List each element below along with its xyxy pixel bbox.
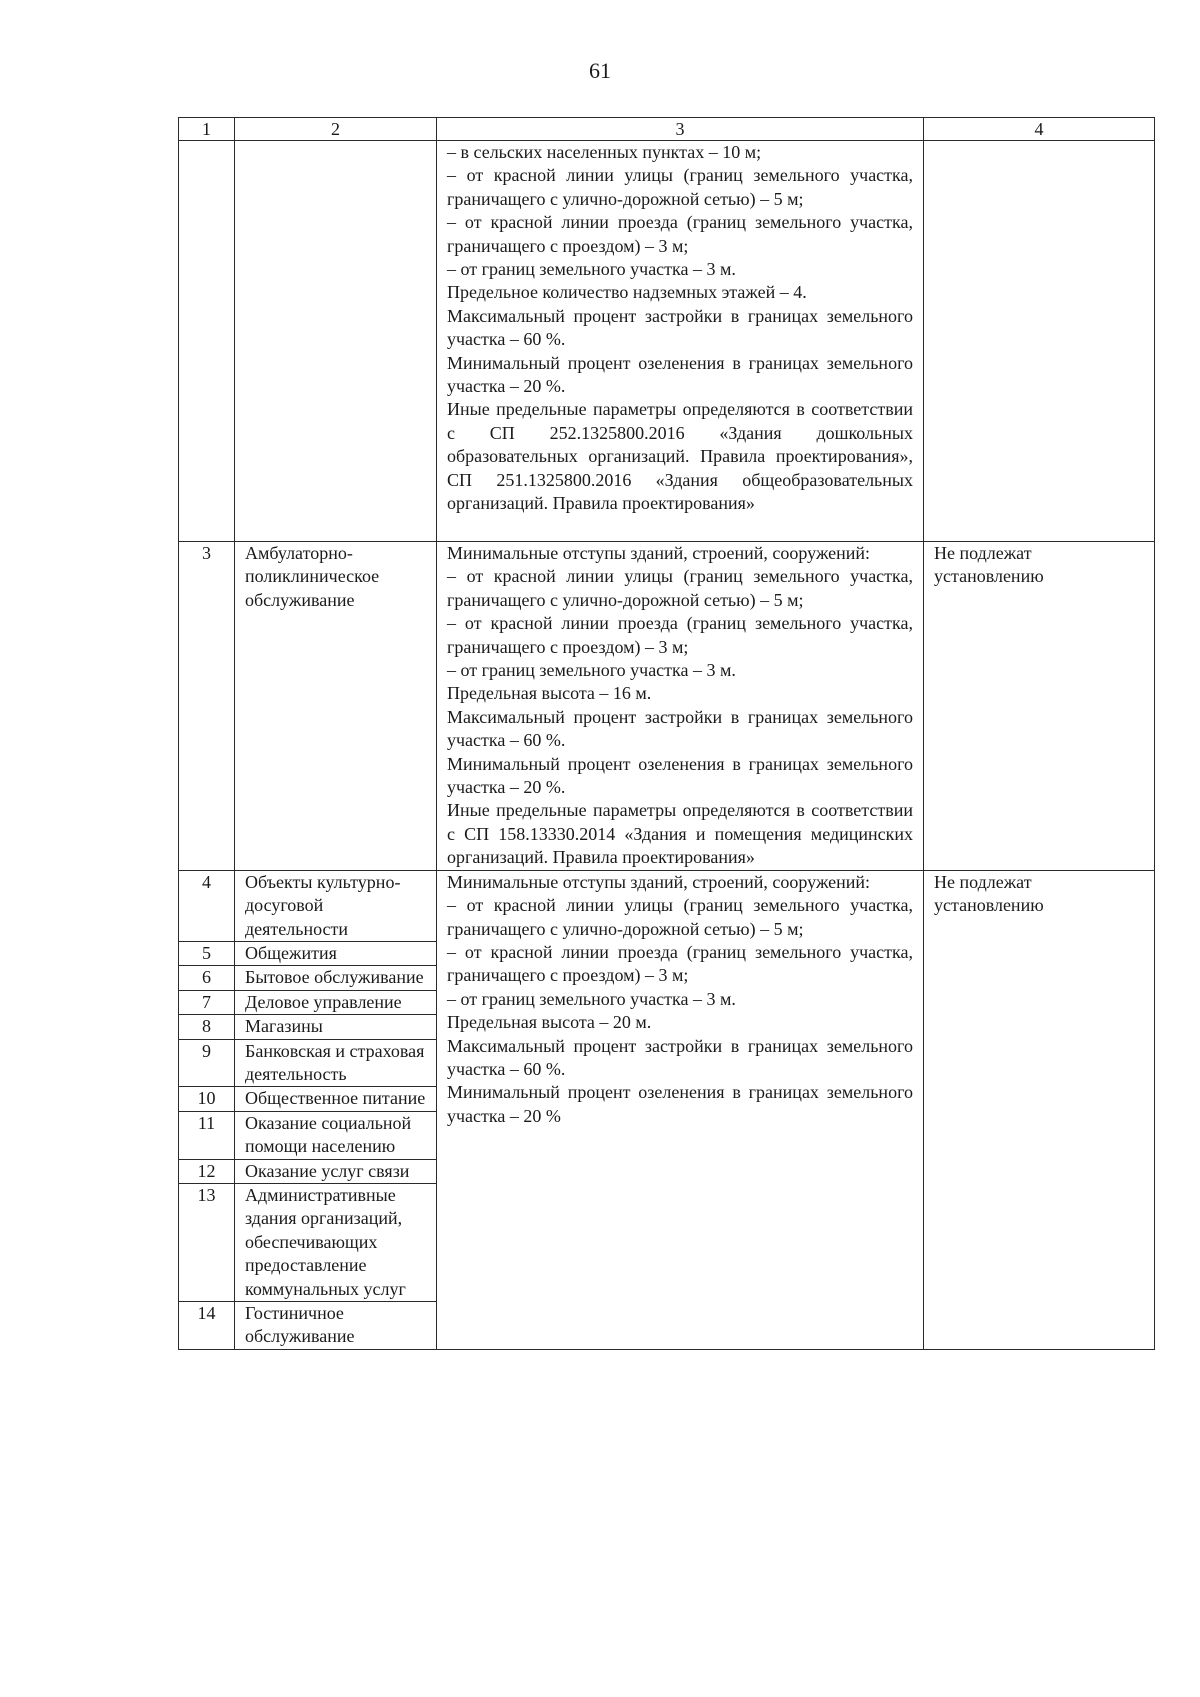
param-line: Предельная высота – 20 м.	[447, 1012, 652, 1033]
param-line: Иные предельные параметры определяются в соответствии с СП 252.1325800.2016 «Здания дошкольных образовательных организаций. Правила проектирования», СП 251.1325800.2016 «Здания общеобразовательных организаций. Правила проектирования»	[447, 399, 913, 514]
row-number: 3	[179, 542, 235, 871]
param-line: Минимальные отступы зданий, строений, сооружений:	[447, 871, 871, 892]
use-type-name: Бытовое обслуживание	[235, 966, 437, 990]
cell-empty-limits	[924, 141, 1155, 542]
param-line: Минимальный процент озеленения в границах земельного участка – 20 %.	[447, 352, 913, 397]
use-type-name: Амбулаторно-поликлиническое обслуживание	[235, 542, 437, 871]
cell-empty-name	[235, 141, 437, 542]
param-line: Минимальные отступы зданий, строений, сооружений:	[447, 543, 871, 563]
param-line: – от красной линии проезда (границ земельного участка, граничащего с проездом) – 3 м;	[447, 941, 913, 986]
row-number: 5	[179, 941, 235, 965]
param-line: Предельное количество надземных этажей – 4.	[447, 282, 807, 303]
row-number: 9	[179, 1039, 235, 1087]
row-number: 4	[179, 870, 235, 941]
param-line: Минимальный процент озеленения в границах земельного участка – 20 %	[447, 1082, 913, 1126]
table-row-4	[179, 870, 1155, 941]
col-header-2: 2	[235, 118, 437, 141]
cell-parameters-group	[437, 870, 924, 1349]
row-number: 10	[179, 1087, 235, 1111]
regulations-table	[178, 117, 1155, 1350]
param-line: Предельная высота – 16 м.	[447, 683, 652, 704]
use-type-name: Общежития	[235, 941, 437, 965]
row-number: 14	[179, 1302, 235, 1350]
param-line: – от границ земельного участка – 3 м.	[447, 259, 736, 280]
use-type-name: Магазины	[235, 1015, 437, 1039]
use-type-name: Банковская и страховая деятельность	[235, 1039, 437, 1087]
param-line: Иные предельные параметры определяются в соответствии с СП 158.13330.2014 «Здания и помещения медицинских организаций. Правила проектирования»	[447, 800, 913, 868]
row-number: 12	[179, 1159, 235, 1183]
use-type-name: Административные здания организаций, обеспечивающих предоставление коммунальных услуг	[235, 1183, 437, 1301]
param-line: – от красной линии улицы (границ земельного участка, граничащего с улично-дорожной сетью) – 5 м;	[447, 895, 913, 939]
row-number: 13	[179, 1183, 235, 1301]
use-type-name: Общественное питание	[235, 1087, 437, 1111]
column-number-row	[179, 118, 1155, 141]
row-number: 8	[179, 1015, 235, 1039]
cell-empty-num	[179, 141, 235, 542]
cell-parameters	[437, 141, 924, 542]
param-line: – от границ земельного участка – 3 м.	[447, 988, 736, 1009]
col-header-1: 1	[179, 118, 235, 141]
param-line: Максимальный процент застройки в границах земельного участка – 60 %.	[447, 1035, 913, 1079]
param-line: Максимальный процент застройки в границах земельного участка – 60 %.	[447, 305, 913, 350]
use-type-name: Оказание услуг связи	[235, 1159, 437, 1183]
row-number: 11	[179, 1111, 235, 1159]
param-line: – от красной линии улицы (границ земельного участка, граничащего с улично-дорожной сетью) – 5 м;	[447, 165, 913, 209]
row-number: 6	[179, 966, 235, 990]
limits-text: Не подлежат установлению	[924, 542, 1155, 871]
table-row-continuation	[179, 141, 1155, 542]
param-line: – от красной линии улицы (границ земельного участка, граничащего с улично-дорожной сетью) – 5 м;	[447, 566, 913, 610]
limits-text: Не подлежат установлению	[924, 870, 1155, 1349]
param-line: – от границ земельного участка – 3 м.	[447, 660, 736, 681]
col-header-3: 3	[437, 118, 924, 141]
use-type-name: Гостиничное обслуживание	[235, 1302, 437, 1350]
col-header-4: 4	[924, 118, 1155, 141]
param-line: – в сельских населенных пунктах – 10 м;	[447, 142, 762, 162]
table-row-3	[179, 542, 1155, 871]
use-type-name: Объекты культурно-досуговой деятельности	[235, 870, 437, 941]
cell-parameters	[437, 542, 924, 871]
page-number: 61	[589, 58, 611, 83]
param-line: – от красной линии проезда (границ земельного участка, граничащего с проездом) – 3 м;	[447, 212, 913, 256]
param-line: Минимальный процент озеленения в границах земельного участка – 20 %.	[447, 753, 913, 798]
row-number: 7	[179, 990, 235, 1014]
param-line: – от красной линии проезда (границ земельного участка, граничащего с проездом) – 3 м;	[447, 613, 913, 657]
param-line: Максимальный процент застройки в границах земельного участка – 60 %.	[447, 706, 913, 751]
use-type-name: Деловое управление	[235, 990, 437, 1014]
use-type-name: Оказание социальной помощи населению	[235, 1111, 437, 1159]
